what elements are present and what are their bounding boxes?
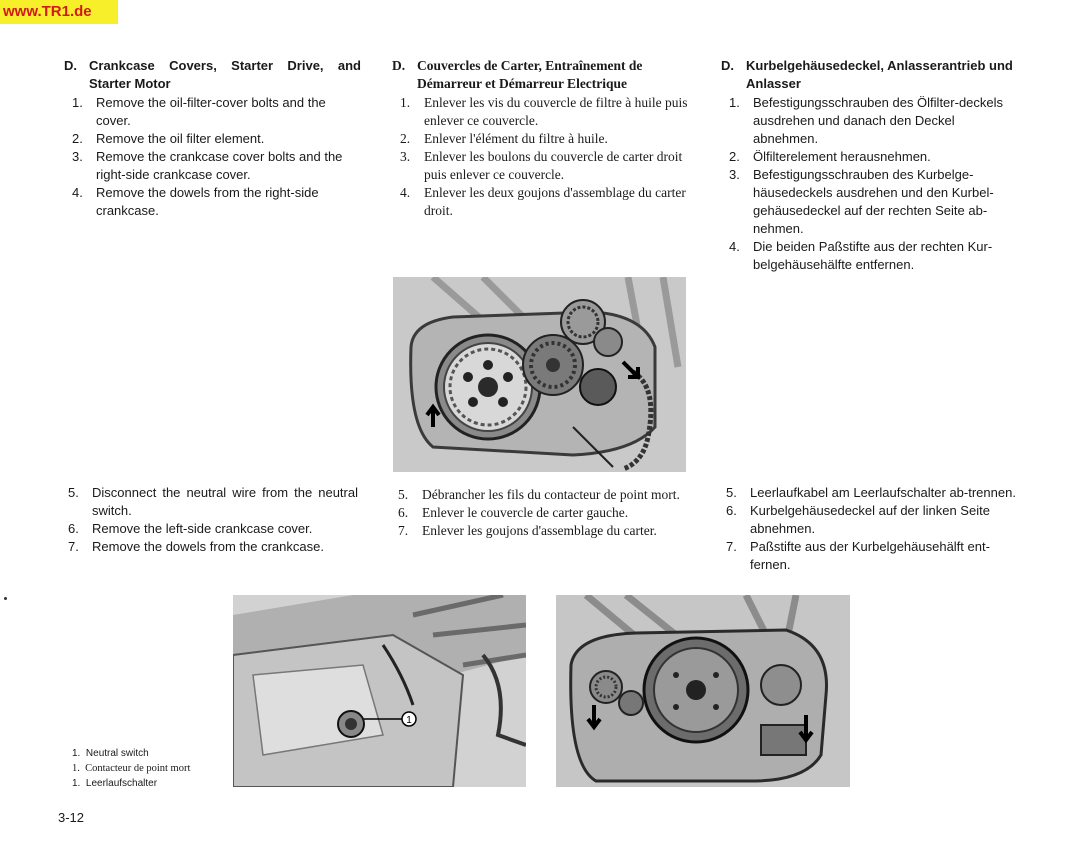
engine-left-side-photo	[556, 595, 850, 787]
caption-line-de: 1. Leerlaufschalter	[72, 778, 158, 789]
step-item: 3. Befestigungsschrauben des Kurbelge-häusedeckels ausdrehen und den Kurbel-gehäusedeckel auf der rechten Seite ab-nehmen.	[729, 167, 994, 236]
step-item: 1. Remove the oil-filter-cover bolts and the cover.	[72, 95, 326, 128]
caption-line-fr: 1. Contacteur de point mort	[72, 763, 191, 774]
step-item: 7. Enlever les goujons d'assemblage du carter.	[398, 523, 657, 538]
top-french-column	[392, 57, 689, 220]
section-title: Crankcase Covers, Starter Drive, and Starter Motor	[89, 58, 361, 91]
caption-line-en: 1. Neutral switch	[72, 748, 149, 759]
step-item: 2. Ölfilterelement herausnehmen.	[729, 149, 931, 164]
step-item: 6. Remove the left-side crankcase cover.	[68, 521, 313, 536]
bottom-french-column	[390, 486, 687, 540]
step-item: 6. Kurbelgehäusedeckel auf der linken Seite abnehmen.	[726, 503, 990, 536]
step-item: 3. Enlever les boulons du couvercle de carter droit puis enlever ce couvercle.	[400, 149, 683, 182]
section-title: Couvercles de Carter, Entraînement de Démarreur et Démarreur Electrique	[417, 58, 643, 91]
top-german-column	[721, 57, 1019, 274]
step-item: 6. Enlever le couvercle de carter gauche.	[398, 505, 629, 520]
step-item: 4. Enlever les deux goujons d'assemblage du carter droit.	[400, 185, 686, 218]
site-watermark: www.TR1.de	[0, 0, 118, 24]
callout-number: 1	[406, 715, 412, 726]
section-heading-de	[721, 57, 1019, 93]
page-number: 3-12	[58, 810, 85, 825]
step-item: 5. Leerlaufkabel am Leerlaufschalter ab-trennen.	[726, 485, 1016, 500]
step-item: 2. Enlever l'élément du filtre à huile.	[400, 131, 608, 146]
section-letter: D.	[64, 58, 77, 73]
bottom-german-column	[718, 484, 1016, 574]
engine-right-side-photo	[393, 277, 686, 472]
step-item: 2. Remove the oil filter element.	[72, 131, 265, 146]
step-item: 1. Enlever les vis du couvercle de filtre à huile puis enlever ce couvercle.	[400, 95, 688, 128]
section-letter: D.	[392, 58, 406, 73]
step-item: 4. Remove the dowels from the right-side crankcase.	[72, 185, 319, 218]
step-item: 7. Paßstifte aus der Kurbelgehäusehälft ent-fernen.	[726, 539, 990, 572]
section-heading-en	[64, 57, 361, 93]
bottom-english-column	[60, 484, 358, 556]
top-english-column	[64, 57, 361, 220]
section-title: Kurbelgehäusedeckel, Anlasserantrieb und Anlasser	[746, 58, 1013, 91]
step-item: 3. Remove the crankcase cover bolts and the right-side crankcase cover.	[72, 149, 343, 182]
step-item: 4. Die beiden Paßstifte aus der rechten Kur-belgehäusehälfte entfernen.	[729, 239, 993, 272]
photo-caption	[72, 746, 232, 791]
section-letter: D.	[721, 58, 734, 73]
step-item: 5. Débrancher les fils du contacteur de point mort.	[398, 487, 680, 502]
step-item: 1. Befestigungsschrauben des Ölfilter-deckels ausdrehen und danach den Deckel abnehmen.	[729, 95, 1004, 146]
neutral-switch-photo	[233, 595, 526, 787]
scan-speck	[4, 597, 7, 600]
section-heading-fr	[392, 57, 689, 93]
step-item: 7. Remove the dowels from the crankcase.	[68, 539, 324, 554]
step-item: 5. Disconnect the neutral wire from the neutral switch.	[68, 485, 358, 518]
